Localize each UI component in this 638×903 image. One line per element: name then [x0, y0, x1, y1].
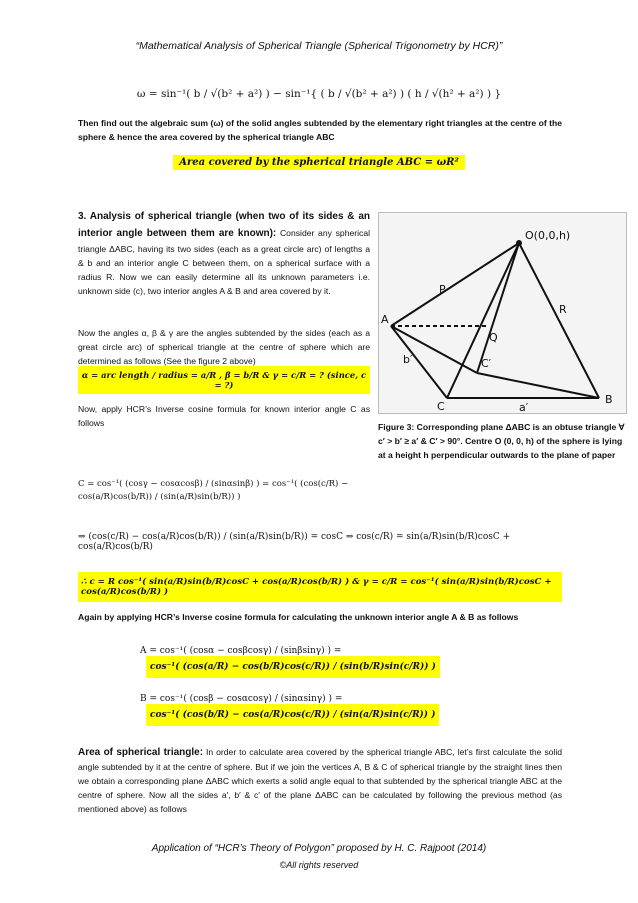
omega-equation: ω = sin⁻¹( b / √(b² + a²) ) − sin⁻¹{ ( b / √(b² + a²) ) ( h / √(h² + a²) ) } — [136, 88, 502, 100]
angles-equation: α = arc length / radius = a/R , β = b/R & γ = c/R = ? (since, c = ?) — [78, 366, 370, 394]
A-equation-row — [140, 646, 560, 678]
label-Q: Q — [489, 331, 498, 344]
label-A: A — [381, 313, 389, 326]
label-R: R — [559, 303, 567, 316]
label-a-prime: a′ — [519, 401, 529, 413]
figure-3 — [378, 212, 627, 414]
area-heading: Area of spherical triangle: — [78, 747, 204, 758]
implies-equation: ⇒ (cos(c/R) − cos(a/R)cos(b/R)) / (sin(a/R)sin(b/R)) = cosC ⇒ cos(c/R) = sin(a/R)sin(b/R)cosC + cos(a/R)cos(b/R) — [78, 532, 511, 552]
section-3 — [78, 208, 370, 298]
section-3-para2: Now the angles α, β & γ are the angles subtended by the sides (each as a great circle arc) of spherical triangle at the centre of sphere which are determined as follows (See the figure 2 above) — [78, 328, 370, 366]
footer-line-2: ©All rights reserved — [279, 860, 359, 870]
B-equation-row — [140, 694, 560, 726]
c-result-equation: ∴ c = R cos⁻¹( sin(a/R)sin(b/R)cosC + cos(a/R)cos(b/R) ) & γ = c/R = cos⁻¹( sin(a/R)sin(b/R)cosC + cos(a/R)cos(b/R) ) — [78, 572, 562, 602]
area-paragraph — [78, 745, 562, 816]
section-3-body: Consider any spherical triangle ΔABC, having its two sides (each as a great circle arc) of lengths a & b and an interior angle C between them, on a spherical surface with a radius R. Now we can easily determine all its unknown parameters i.e. unknown side (c), two interior angles A & B and area covered by it. — [78, 228, 371, 296]
label-C: C — [437, 400, 445, 413]
page-header: “Mathematical Analysis of Spherical Triangle (Spherical Trigonometry by HCR)” — [135, 40, 503, 52]
figure-3-caption: Figure 3: Corresponding plane ΔABC is an obtuse triangle ∀ c′ > b′ ≥ a′ & C′ > 90°. Centre O (0, 0, h) of the sphere is lying at a height h perpendicular outwards to the plane of paper — [378, 422, 625, 460]
A-equation-left: A = cos⁻¹( (cosα − cosβcosγ) / (sinβsinγ) ) = — [140, 646, 342, 656]
B-equation-right: cos⁻¹( (cos(b/R) − cos(a/R)cos(c/R)) / (sin(a/R)sin(c/R)) ) — [146, 704, 439, 726]
area-formula: Area covered by the spherical triangle ABC = ωR² — [173, 155, 465, 170]
section-3-para3: Now, apply HCR’s Inverse cosine formula for known interior angle C as follows — [78, 404, 370, 428]
label-C-prime: C′ — [481, 357, 492, 370]
label-b-prime: b′ — [403, 353, 413, 366]
section-3-heading: 3. Analysis of spherical triangle (when two of its sides & an interior angle between them are known): — [78, 211, 370, 239]
C-equation: C = cos⁻¹( (cosγ − cosαcosβ) / (sinαsinβ) ) = cos⁻¹( (cos(c/R) − cos(a/R)cos(b/R)) / (sin(a/R)sin(b/R)) ) — [78, 479, 349, 502]
A-equation-right: cos⁻¹( (cos(a/R) − cos(b/R)cos(c/R)) / (sin(b/R)sin(c/R)) ) — [146, 656, 440, 678]
again-paragraph: Again by applying HCR’s Inverse cosine formula for calculating the unknown interior angle A & B as follows — [78, 612, 519, 622]
label-P: P — [439, 283, 446, 296]
label-origin: O(0,0,h) — [525, 229, 571, 242]
footer-line-1: Application of “HCR’s Theory of Polygon” proposed by H. C. Rajpoot (2014) — [151, 843, 487, 854]
sum-paragraph: Then find out the algebraic sum (ω) of the solid angles subtended by the elementary right triangles at the centre of the sphere & hence the area covered by the spherical triangle ABC — [78, 118, 562, 142]
spherical-triangle-diagram — [379, 213, 626, 413]
B-equation-left: B = cos⁻¹( (cosβ − cosαcosγ) / (sinαsinγ) ) = — [140, 694, 343, 704]
label-B: B — [605, 393, 613, 406]
area-body: In order to calculate area covered by the spherical triangle ABC, let’s first calculate the solid angle subtended by it at the centre of sphere. But if we join the vertices A, B & C of spherical triangle by the straight lines then we obtain a corresponding plane ΔABC which exerts a solid angle equal to that subtended by the spherical triangle ABC at the centre of sphere. Now all the sides a′, b′ & c′ of the plane ΔABC can be calculated by following the previous method (as mentioned above) as follows — [78, 747, 563, 814]
